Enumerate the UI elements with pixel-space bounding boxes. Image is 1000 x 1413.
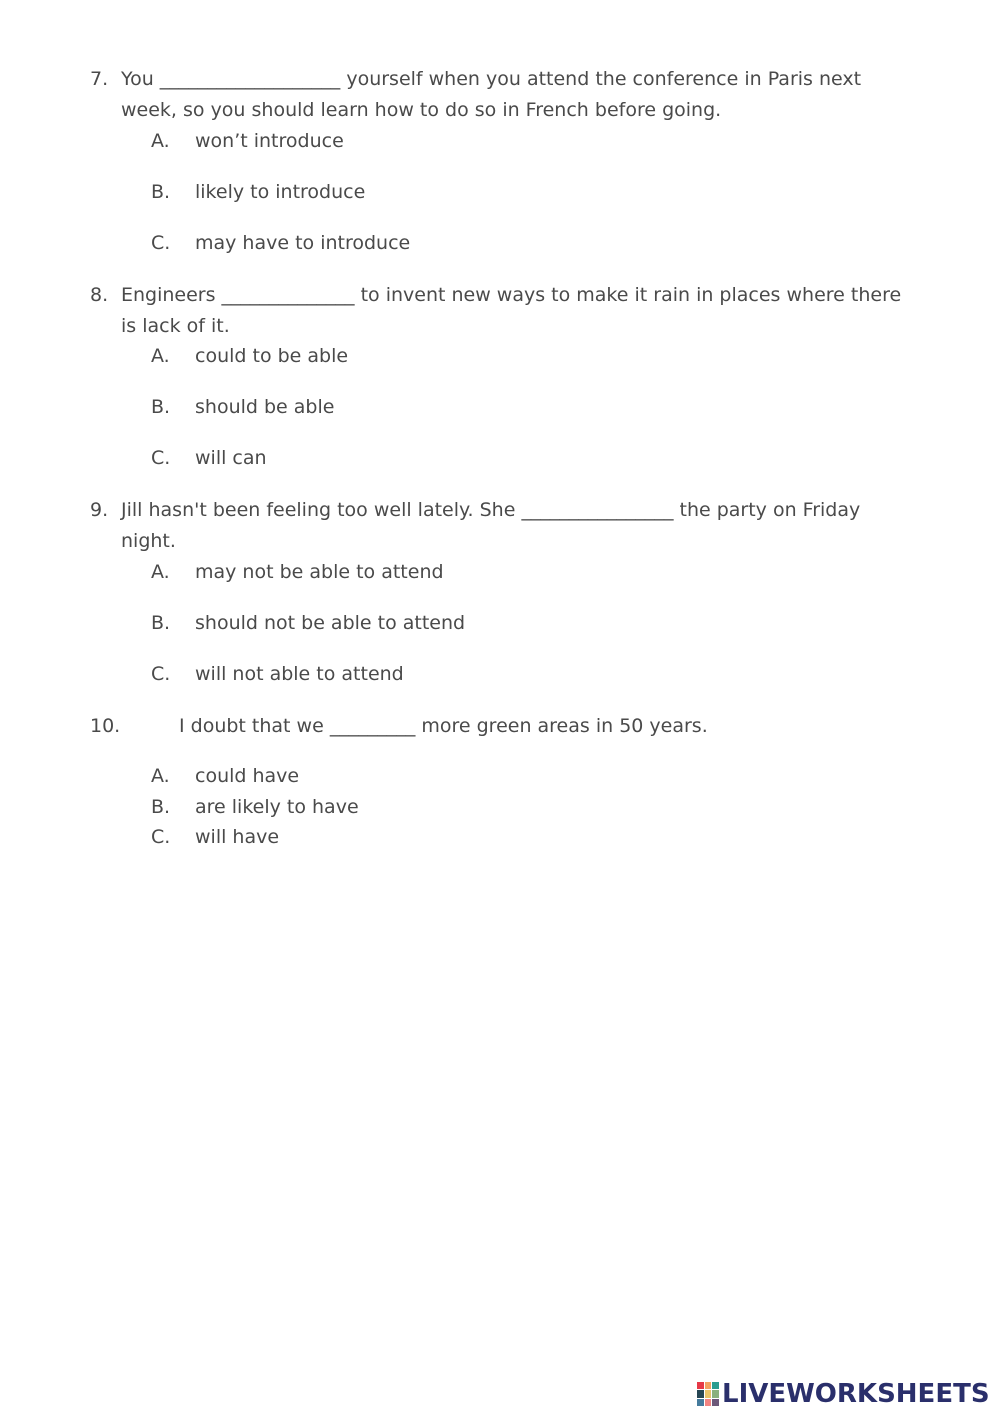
question-7 — [90, 64, 920, 126]
logo-grid-icon — [697, 1382, 719, 1406]
option-text: could to be able — [195, 345, 349, 367]
liveworksheets-logo — [697, 1378, 990, 1410]
option-letter: A. — [151, 765, 170, 787]
option-text: may not be able to attend — [195, 561, 444, 583]
logo-square — [712, 1390, 719, 1397]
option-10b[interactable] — [151, 795, 359, 819]
option-letter: C. — [151, 663, 171, 685]
option-letter: B. — [151, 181, 171, 203]
option-letter: C. — [151, 447, 171, 469]
option-text: may have to introduce — [195, 232, 411, 254]
logo-square — [705, 1382, 712, 1389]
logo-square — [705, 1399, 712, 1406]
option-letter: B. — [151, 612, 171, 634]
option-letter: A. — [151, 561, 170, 583]
option-7b[interactable] — [151, 180, 365, 204]
option-7c[interactable] — [151, 231, 410, 255]
option-text: won’t introduce — [195, 130, 344, 152]
option-letter: B. — [151, 396, 171, 418]
question-text: You ___________________ yourself when you attend the conference in Paris next week, so you should learn how to do so in French before going. — [121, 68, 862, 121]
option-9c[interactable] — [151, 662, 404, 686]
logo-square — [697, 1382, 704, 1389]
option-7a[interactable] — [151, 129, 344, 153]
question-number: 7. — [90, 68, 109, 90]
option-10a[interactable] — [151, 764, 299, 788]
logo-text: LIVEWORKSHEETS — [722, 1379, 990, 1409]
option-text: could have — [195, 765, 300, 787]
option-letter: A. — [151, 345, 170, 367]
option-text: should not be able to attend — [195, 612, 466, 634]
option-text: likely to introduce — [195, 181, 366, 203]
question-10 — [90, 711, 920, 742]
logo-square — [697, 1390, 704, 1397]
logo-square — [705, 1390, 712, 1397]
question-9 — [90, 495, 920, 557]
option-text: are likely to have — [195, 796, 359, 818]
logo-square — [712, 1382, 719, 1389]
option-text: will not able to attend — [195, 663, 404, 685]
option-9b[interactable] — [151, 611, 465, 635]
question-text: I doubt that we _________ more green areas in 50 years. — [179, 715, 708, 737]
question-text: Jill hasn't been feeling too well lately. She ________________ the party on Friday night. — [121, 499, 861, 552]
question-8 — [90, 280, 920, 342]
option-letter: C. — [151, 826, 171, 848]
option-letter: A. — [151, 130, 170, 152]
option-8a[interactable] — [151, 344, 348, 368]
option-10c[interactable] — [151, 825, 279, 849]
option-letter: C. — [151, 232, 171, 254]
option-text: should be able — [195, 396, 335, 418]
option-text: will have — [195, 826, 280, 848]
option-9a[interactable] — [151, 560, 444, 584]
question-number: 10. — [90, 715, 121, 737]
logo-square — [697, 1399, 704, 1406]
logo-square — [712, 1399, 719, 1406]
option-8c[interactable] — [151, 446, 267, 470]
question-number: 9. — [90, 499, 109, 521]
option-8b[interactable] — [151, 395, 334, 419]
question-text: Engineers ______________ to invent new ways to make it rain in places where there is lack of it. — [121, 284, 902, 337]
option-text: will can — [195, 447, 267, 469]
option-letter: B. — [151, 796, 171, 818]
question-number: 8. — [90, 284, 109, 306]
